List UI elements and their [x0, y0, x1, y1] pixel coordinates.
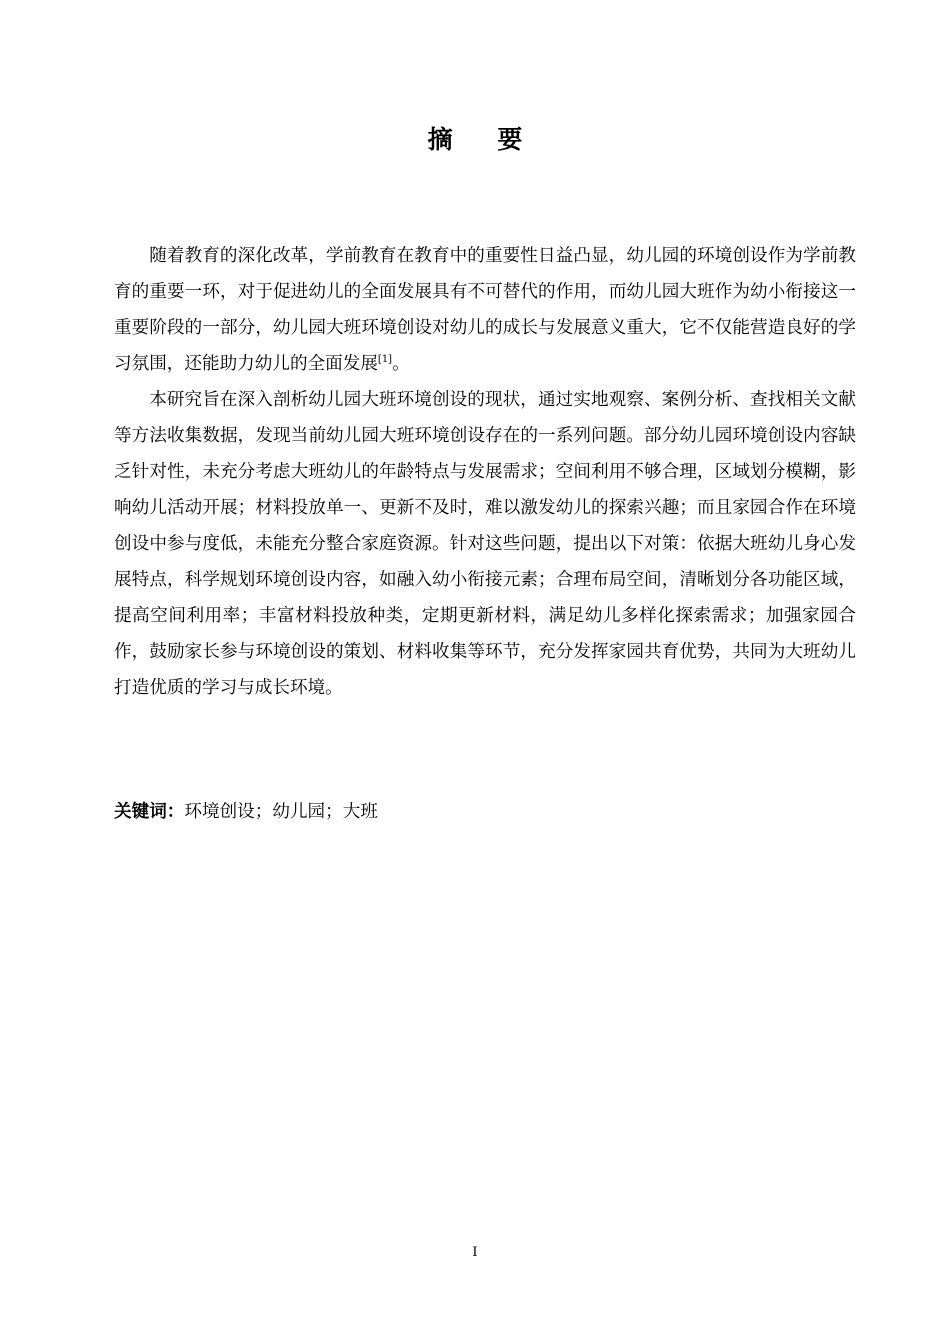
abstract-paragraph-2: 本研究旨在深入剖析幼儿园大班环境创设的现状，通过实地观察、案例分析、查找相关文献等方法收集数据，发现当前幼儿园大班环境创设存在的一系列问题。部分幼儿园环境创设内容缺乏针对性，未充分考虑大班幼儿的年龄特点与发展需求；空间利用不够合理，区域划分模糊，影响幼儿活动开展；材料投放单一、更新不及时，难以激发幼儿的探索兴趣；而且家园合作在环境创设中参与度低，未能充分整合家庭资源。针对这些问题，提出以下对策：依据大班幼儿身心发展特点，科学规划环境创设内容，如融入幼小衔接元素；合理布局空间，清晰划分各功能区域，提高空间利用率；丰富材料投放种类，定期更新材料，满足幼儿多样化探索需求；加强家园合作，鼓励家长参与环境创设的策划、材料收集等环节，充分发挥家园共育优势，共同为大班幼儿打造优质的学习与成长环境。	[114, 390, 856, 698]
abstract-title: 摘 要	[427, 125, 541, 154]
paragraph-1-text: 随着教育的深化改革，学前教育在教育中的重要性日益凸显，幼儿园的环境创设作为学前教育的重要一环，对于促进幼儿的全面发展具有不可替代的作用，而幼儿园大班作为幼小衔接这一重要阶段的一部分，幼儿园大班环境创设对幼儿的成长与发展意义重大，它不仅能营造良好的学习氛围，还能助力幼儿的全面发展	[114, 246, 856, 374]
citation-marker: [1]	[377, 354, 393, 366]
page-number: I	[472, 1245, 478, 1260]
keywords-label: 关键词：	[114, 801, 185, 822]
keywords-line	[114, 794, 856, 830]
keywords-value: 环境创设；幼儿园；大班	[184, 802, 378, 822]
abstract-body	[114, 238, 856, 706]
abstract-paragraph-1	[114, 238, 856, 382]
paragraph-1-tail: 。	[392, 354, 410, 374]
